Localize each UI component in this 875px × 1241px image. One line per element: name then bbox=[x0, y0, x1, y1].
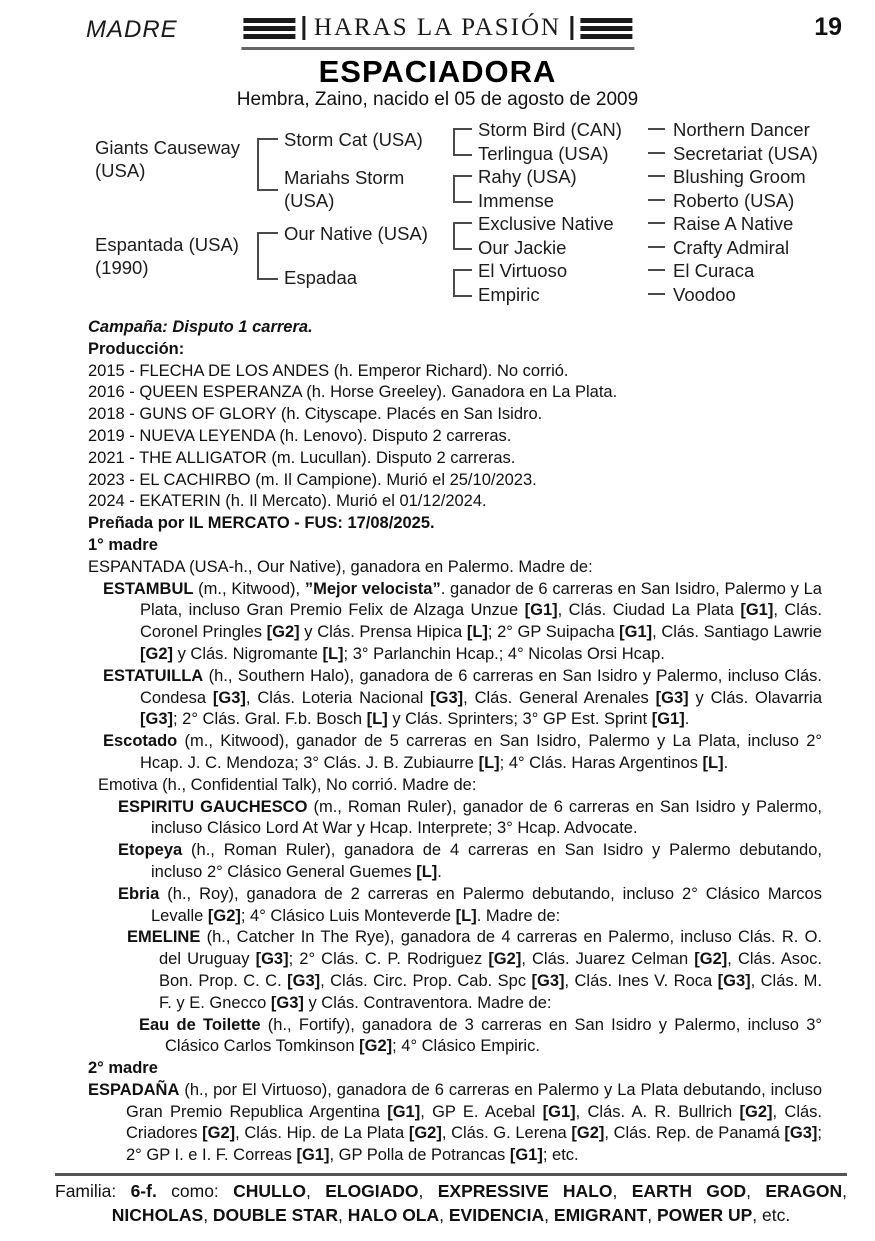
page-number: 19 bbox=[814, 13, 842, 41]
text-segment: ESPIRITU GAUCHESCO bbox=[118, 797, 308, 816]
text-segment: , bbox=[203, 1204, 213, 1225]
text-segment: EVIDENCIA bbox=[448, 1204, 545, 1225]
text-segment: ESPANTADA (USA-h., Our Native), ganadora en Palermo. Madre de: bbox=[88, 557, 593, 576]
logo-text: HARAS LA PASIÓN bbox=[313, 14, 562, 41]
haras-logo bbox=[241, 12, 634, 50]
logo-bars-left-icon bbox=[243, 18, 295, 39]
text-segment: DOUBLE STAR bbox=[212, 1204, 339, 1225]
pregnancy-line bbox=[88, 513, 822, 535]
text-segment: [G2] bbox=[488, 950, 522, 969]
text-segment: Preñada por IL MERCATO - FUS: 17/08/2025. bbox=[88, 514, 435, 533]
text-segment: [G3] bbox=[717, 971, 751, 990]
text-segment: ESPADAÑA bbox=[88, 1080, 180, 1099]
text-segment: [L] bbox=[366, 710, 388, 729]
text-segment: NICHOLAS bbox=[111, 1204, 204, 1225]
text-segment: 2015 - FLECHA DE LOS ANDES (h. Emperor Richard). No corrió. bbox=[88, 361, 569, 380]
text-segment: [G1] bbox=[542, 1102, 576, 1121]
text-segment: , bbox=[612, 1181, 632, 1202]
text-segment: ; etc. bbox=[542, 1146, 579, 1165]
body-text bbox=[88, 317, 822, 1167]
text-segment: [G1] bbox=[387, 1102, 421, 1121]
text-segment: y Clás. Sprinters; 3° GP Est. Sprint bbox=[387, 710, 652, 729]
text-segment: , Clás. Circ. Prop. Cab. Spc bbox=[320, 971, 532, 990]
text-segment: 2018 - GUNS OF GLORY (h. Cityscape. Placés en San Isidro. bbox=[88, 405, 543, 424]
text-segment: [G2] bbox=[140, 644, 173, 663]
pedigree-bracket bbox=[257, 138, 278, 191]
text-segment: . bbox=[723, 753, 729, 772]
pedigree-dash bbox=[648, 222, 665, 224]
text-segment: , bbox=[842, 1181, 848, 1202]
pedigree-table bbox=[0, 116, 875, 308]
pedigree-dash bbox=[648, 293, 665, 295]
text-segment: ; 4° Clásico Luis Monteverde bbox=[240, 906, 456, 925]
section-label: MADRE bbox=[86, 16, 178, 43]
pedigree-bracket bbox=[453, 175, 472, 203]
text-segment: ELOGIADO bbox=[325, 1181, 419, 1202]
text-segment: , bbox=[746, 1181, 766, 1202]
text-segment: , Clás. M. F. y E. Gnecco bbox=[159, 971, 822, 1012]
pedigree-gen4-name: El Curaca bbox=[673, 260, 755, 281]
text-segment: , Clás. Rep. de Panamá bbox=[604, 1124, 785, 1143]
production-entry-2019 bbox=[88, 426, 822, 448]
pedigree-gen1-name: Espantada (USA) (1990) bbox=[95, 234, 239, 278]
text-segment: Emotiva (h., Confidential Talk), No corrió. Madre de: bbox=[98, 775, 477, 794]
text-segment: [G2] bbox=[739, 1102, 773, 1121]
text-segment: (h., Fortify), ganadora de 3 carreras en San Isidro y Palermo, incluso 3° Clásico Carlos Tomkinson bbox=[165, 1015, 822, 1056]
production-heading bbox=[88, 339, 822, 361]
text-segment: y Clás. Prensa Hipica bbox=[299, 623, 467, 642]
text-segment: , Clás. Juarez Celman bbox=[521, 950, 695, 969]
pedigree-gen1-name: Giants Causeway (USA) bbox=[95, 137, 240, 181]
text-segment: [G3] bbox=[270, 993, 304, 1012]
text-segment: (m., Roman Ruler), ganador de 6 carreras en San Isidro y Palermo, incluso Clásico Lord At War y Hcap. Interprete; 3° Hcap. Advocate. bbox=[151, 797, 823, 838]
text-segment: [G3] bbox=[287, 971, 321, 990]
text-segment: 2024 - EKATERIN (h. Il Mercato). Murió el 01/12/2024. bbox=[88, 492, 487, 511]
offspring-etopeya bbox=[118, 840, 822, 884]
text-segment: ; 4° Clás. Haras Argentinos bbox=[499, 753, 703, 772]
text-segment: , bbox=[338, 1204, 348, 1225]
text-segment: (m., Kitwood), bbox=[193, 579, 305, 598]
campaign-line bbox=[88, 317, 822, 339]
pedigree-gen2-name: Mariahs Storm (USA) bbox=[284, 167, 405, 211]
text-segment: , Clás. Ines V. Roca bbox=[564, 971, 718, 990]
text-segment: y Clás. Nigromante bbox=[173, 644, 323, 663]
offspring-escotado bbox=[103, 731, 822, 775]
pedigree-dash bbox=[648, 199, 665, 201]
text-segment: [G1] bbox=[651, 710, 685, 729]
text-segment: [G2] bbox=[207, 906, 241, 925]
offspring-estambul bbox=[103, 579, 822, 666]
pedigree-gen4-name: Raise A Native bbox=[673, 213, 794, 234]
pedigree-gen3-name: Rahy (USA) bbox=[478, 166, 577, 187]
text-segment: , GP E. Acebal bbox=[420, 1102, 543, 1121]
text-segment: ESTATUILLA bbox=[103, 666, 204, 685]
text-segment: , Clás. Criadores bbox=[126, 1102, 822, 1143]
horse-description: Hembra, Zaino, nacido el 05 de agosto de 2009 bbox=[236, 89, 639, 110]
offspring-espiritu-gauchesco bbox=[118, 797, 823, 841]
text-segment: [G1] bbox=[296, 1146, 330, 1165]
text-segment: y Clás. Contraventora. Madre de: bbox=[303, 993, 552, 1012]
text-segment: , Clás. Asoc. Bon. Prop. C. C. bbox=[159, 950, 822, 990]
text-segment: 6-f. bbox=[130, 1181, 157, 1202]
pedigree-gen3-name: Storm Bird (CAN) bbox=[478, 119, 622, 140]
text-segment: [L] bbox=[455, 906, 477, 925]
family-footer bbox=[55, 1173, 847, 1227]
text-segment: [G2] bbox=[202, 1124, 236, 1143]
pedigree-dash bbox=[648, 175, 665, 177]
text-segment: [L] bbox=[478, 753, 500, 772]
text-segment: ; 3° Parlanchin Hcap.; 4° Nicolas Orsi Hcap. bbox=[343, 644, 665, 663]
text-segment: (h., Roman Ruler), ganadora de 4 carreras en San Isidro y Palermo debutando, incluso 2° Clásico General Guemes bbox=[151, 841, 822, 881]
production-entry-2015 bbox=[88, 361, 822, 383]
text-segment: . ganador de 6 carreras en San Isidro, Palermo y La Plata, incluso Gran Premio Felix de Alzaga Unzue bbox=[140, 579, 822, 620]
text-segment: ; 2° GP I. e I. F. Correas bbox=[126, 1124, 822, 1165]
text-segment: Etopeya bbox=[118, 841, 183, 860]
production-entry-2016 bbox=[88, 382, 822, 404]
text-segment: 2019 - NUEVA LEYENDA (h. Lenovo). Disputo 2 carreras. bbox=[88, 426, 512, 445]
offspring-emeline bbox=[127, 927, 822, 1014]
text-segment: Ebria bbox=[118, 884, 160, 903]
text-segment: ERAGON bbox=[765, 1181, 843, 1202]
text-segment: Producción: bbox=[88, 339, 185, 358]
text-segment: , Clás. General Arenales bbox=[463, 688, 656, 707]
text-segment: [G2] bbox=[694, 950, 728, 969]
offspring-emotiva bbox=[98, 775, 822, 797]
text-segment: (h., Catcher In The Rye), ganadora de 4 carreras en Palermo, incluso Clás. R. O. del Uruguay bbox=[159, 928, 822, 969]
dam-espadana bbox=[88, 1080, 822, 1167]
text-segment: [G2] bbox=[571, 1124, 605, 1143]
text-segment: POWER UP bbox=[656, 1204, 753, 1225]
text-segment: EXPRESSIVE HALO bbox=[437, 1181, 613, 1202]
text-segment: , bbox=[647, 1204, 657, 1225]
production-entry-2018 bbox=[88, 404, 822, 426]
text-segment: ”Mejor velocista” bbox=[304, 579, 441, 598]
pedigree-dash bbox=[648, 128, 665, 130]
pedigree-gen4-name: Crafty Admiral bbox=[673, 237, 790, 258]
text-segment: , bbox=[418, 1181, 438, 1202]
text-segment: (h., Roy), ganadora de 2 carreras en Palermo debutando, incluso 2° Clásico Marcos Levalle bbox=[151, 884, 822, 925]
offspring-eau-de-toilette bbox=[139, 1015, 822, 1059]
text-segment: Campaña: Disputo 1 carrera. bbox=[88, 318, 313, 336]
text-segment: 2021 - THE ALLIGATOR (m. Lucullan). Disputo 2 carreras. bbox=[88, 448, 516, 467]
pedigree-gen4-name: Voodoo bbox=[673, 284, 736, 305]
text-segment: [L] bbox=[466, 623, 488, 642]
text-segment: , Clás. Santiago Lawrie bbox=[652, 623, 822, 642]
text-segment: Familia: bbox=[55, 1181, 131, 1202]
text-segment: Escotado bbox=[103, 732, 178, 751]
text-segment: [G3] bbox=[212, 688, 246, 707]
logo-bars-right-icon bbox=[580, 18, 632, 39]
production-entry-2021 bbox=[88, 448, 822, 470]
text-segment: [L] bbox=[322, 644, 344, 663]
text-segment: ; 2° GP Suipacha bbox=[487, 623, 620, 642]
text-segment: , Clás. G. Lerena bbox=[441, 1124, 572, 1143]
text-segment: , bbox=[439, 1204, 449, 1225]
text-segment: (h., Southern Halo), ganadora de 6 carreras en San Isidro y Palermo, incluso Clás. Condesa bbox=[140, 666, 822, 707]
text-segment: (m., Kitwood), ganador de 5 carreras en San Isidro, Palermo y La Plata, incluso 2° Hcap. J. C. Mendoza; 3° Clás. J. B. Zubiaurre bbox=[140, 732, 822, 772]
text-segment: EARTH GOD bbox=[631, 1181, 747, 1202]
pedigree-gen3-name: Exclusive Native bbox=[478, 213, 614, 234]
text-segment: EMIGRANT bbox=[553, 1204, 648, 1225]
pedigree-gen4-name: Northern Dancer bbox=[673, 119, 810, 140]
pedigree-bracket bbox=[453, 269, 472, 297]
text-segment: [G3] bbox=[531, 971, 565, 990]
text-segment: [G3] bbox=[430, 688, 464, 707]
text-segment: HALO OLA bbox=[347, 1204, 440, 1225]
text-segment: [G2] bbox=[359, 1037, 393, 1056]
pedigree-gen3-name: El Virtuoso bbox=[478, 260, 568, 281]
pedigree-gen3-name: Our Jackie bbox=[478, 237, 567, 258]
text-segment: Eau de Toilette bbox=[139, 1015, 261, 1034]
text-segment: , GP Polla de Potrancas bbox=[329, 1146, 510, 1165]
pedigree-gen3-name: Empiric bbox=[478, 284, 540, 305]
text-segment: . Madre de: bbox=[476, 906, 561, 925]
pedigree-gen2-name: Our Native (USA) bbox=[284, 223, 428, 244]
pedigree-dash bbox=[648, 246, 665, 248]
text-segment: ; 2° Clás. Gral. F.b. Bosch bbox=[173, 710, 367, 729]
text-segment: , bbox=[544, 1204, 554, 1225]
text-segment: 1° madre bbox=[88, 535, 158, 554]
pedigree-bracket bbox=[257, 232, 278, 280]
text-segment: [L] bbox=[416, 862, 438, 881]
text-segment: [G2] bbox=[266, 623, 300, 642]
text-segment: [G3] bbox=[140, 710, 173, 729]
text-segment: ESTAMBUL bbox=[103, 579, 194, 598]
pedigree-gen4-name: Roberto (USA) bbox=[673, 190, 795, 211]
text-segment: , bbox=[306, 1181, 326, 1202]
text-segment: , Clás. Ciudad La Plata bbox=[557, 601, 741, 620]
page-header bbox=[0, 0, 875, 52]
logo-separator-left bbox=[302, 16, 305, 40]
text-segment: [G3] bbox=[655, 688, 689, 707]
text-segment: , Clás. A. R. Bullrich bbox=[575, 1102, 740, 1121]
text-segment: , Clás. Loteria Nacional bbox=[245, 688, 431, 707]
text-segment: [G1] bbox=[509, 1146, 543, 1165]
production-entry-2024 bbox=[88, 491, 822, 513]
pedigree-bracket bbox=[453, 128, 472, 156]
text-segment: [G3] bbox=[784, 1124, 818, 1143]
text-segment: 2° madre bbox=[88, 1059, 158, 1078]
text-segment: CHULLO bbox=[233, 1181, 307, 1202]
logo-separator-right bbox=[570, 16, 573, 40]
pedigree-gen4-name: Blushing Groom bbox=[673, 166, 806, 187]
text-segment: . bbox=[437, 862, 442, 881]
text-segment: . bbox=[684, 710, 690, 729]
pedigree-dash bbox=[648, 152, 665, 154]
text-segment: , Clás. Hip. de La Plata bbox=[235, 1124, 409, 1143]
pedigree-gen3-name: Terlingua (USA) bbox=[478, 143, 609, 164]
text-segment: [G3] bbox=[255, 950, 289, 969]
pedigree-gen2-name: Storm Cat (USA) bbox=[284, 129, 423, 150]
second-dam-heading bbox=[88, 1058, 822, 1080]
text-segment: [L] bbox=[702, 753, 724, 772]
text-segment: y Clás. Olavarria bbox=[688, 688, 822, 707]
text-segment: [G2] bbox=[408, 1124, 442, 1143]
text-segment: 2016 - QUEEN ESPERANZA (h. Horse Greeley). Ganadora en La Plata. bbox=[88, 383, 618, 402]
pedigree-gen3-name: Immense bbox=[478, 190, 555, 211]
first-dam-heading bbox=[88, 535, 822, 557]
text-segment: como: bbox=[156, 1181, 234, 1202]
text-segment: (h., por El Virtuoso), ganadora de 6 carreras en Palermo y La Plata debutando, incluso Gran Premio Republica Argentina bbox=[126, 1080, 822, 1121]
text-segment: EMELINE bbox=[127, 928, 201, 947]
production-entry-2023 bbox=[88, 470, 822, 492]
horse-name-title: ESPACIADORA bbox=[318, 54, 557, 89]
text-segment: ; 2° Clás. C. P. Rodriguez bbox=[288, 950, 489, 969]
offspring-estatuilla bbox=[103, 666, 822, 731]
pedigree-bracket bbox=[453, 222, 472, 250]
pedigree-dash bbox=[648, 269, 665, 271]
pedigree-gen4-name: Secretariat (USA) bbox=[673, 143, 818, 164]
offspring-ebria bbox=[118, 884, 822, 928]
haras-logo-inner bbox=[241, 12, 634, 50]
text-segment: [G1] bbox=[740, 601, 774, 620]
text-segment: 2023 - EL CACHIRBO (m. Il Campione). Murió el 25/10/2023. bbox=[88, 470, 537, 489]
text-segment: [G1] bbox=[524, 601, 558, 620]
text-segment: ; 4° Clásico Empiric. bbox=[392, 1037, 540, 1056]
text-segment: , Clás. Coronel Pringles bbox=[140, 601, 822, 642]
pedigree-gen2-name: Espadaa bbox=[284, 267, 358, 288]
dam-espantada bbox=[88, 557, 822, 579]
text-segment: , etc. bbox=[752, 1204, 791, 1225]
text-segment: [G1] bbox=[619, 623, 653, 642]
